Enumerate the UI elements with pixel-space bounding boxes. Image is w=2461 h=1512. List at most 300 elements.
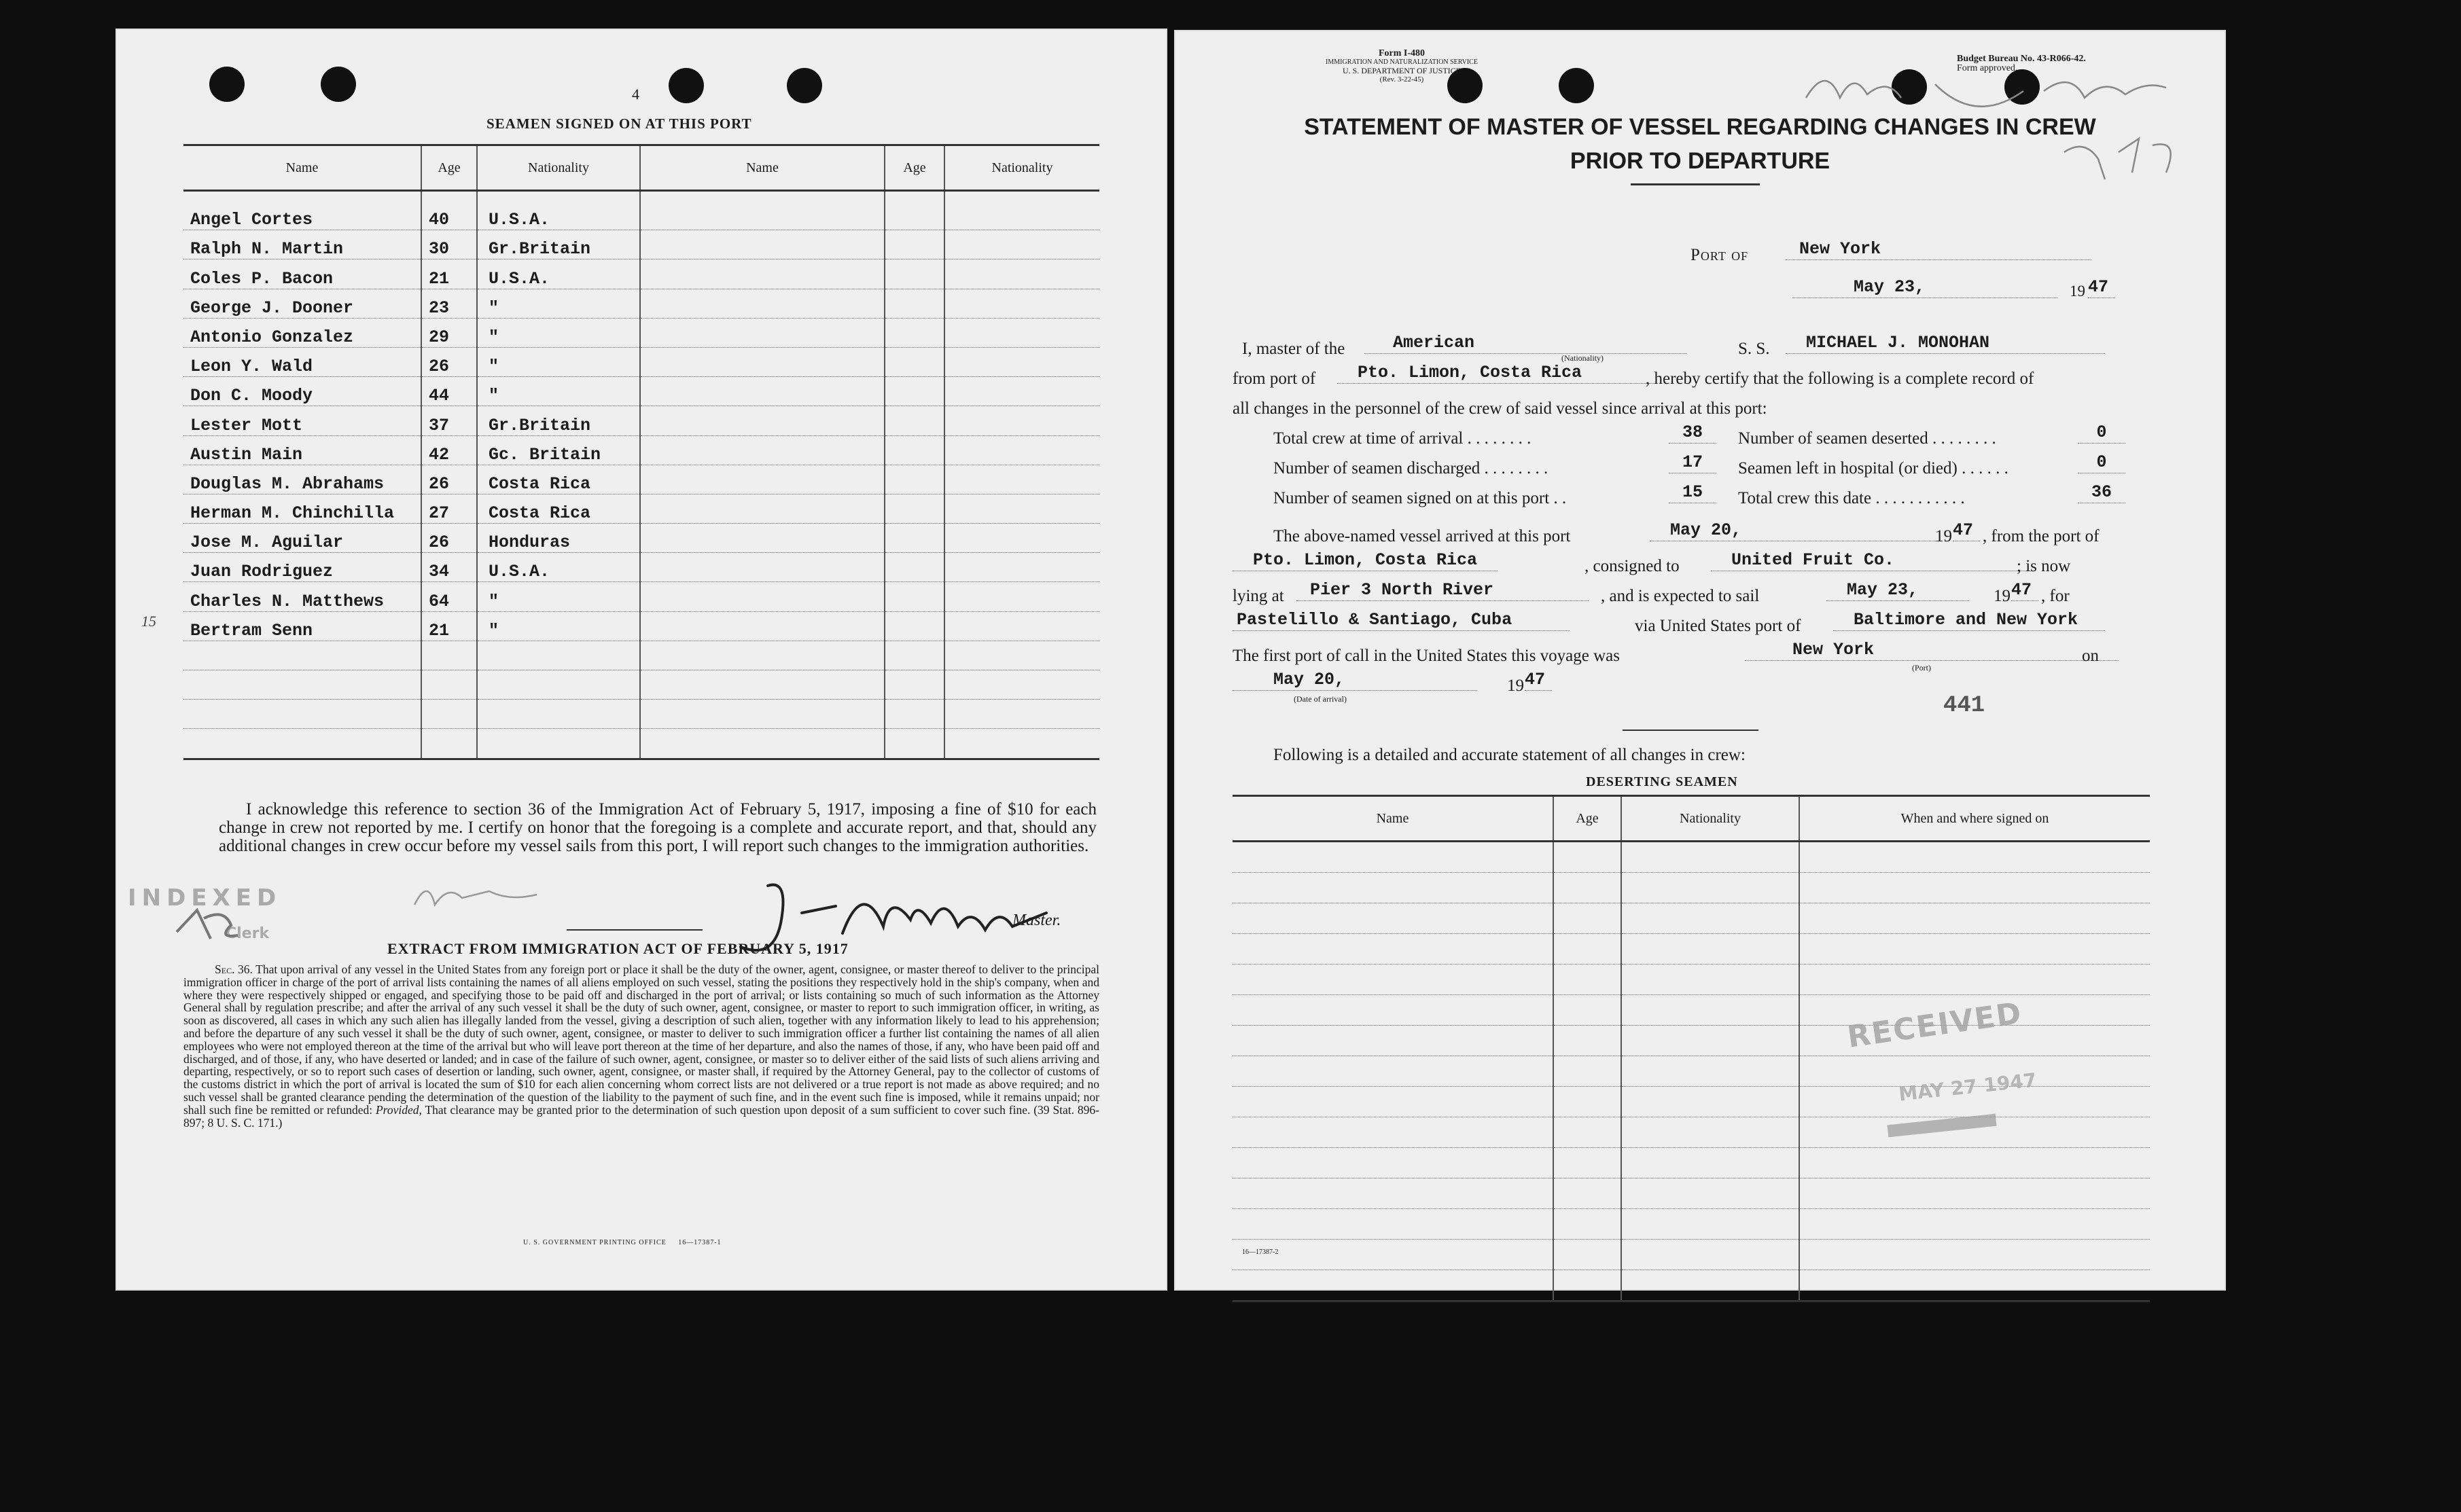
empty-cell <box>1621 1056 1799 1087</box>
from-port-field: Pto. Limon, Costa Rica <box>1337 363 1657 384</box>
empty-cell <box>1799 1270 2150 1301</box>
empty-cell <box>885 318 944 347</box>
via-label: via United States port of <box>1635 617 1801 635</box>
empty-cell <box>885 289 944 318</box>
destination-field: Pastelillo & Santiago, Cuba <box>1233 610 1570 631</box>
clerk-label: Clerk <box>226 925 270 942</box>
empty-cell <box>640 611 885 641</box>
seaman-name: Antonio Gonzalez <box>183 318 421 347</box>
table-row <box>1233 934 2150 965</box>
for-label: , for <box>2041 587 2070 605</box>
table-row <box>183 289 1099 318</box>
empty-cell <box>1553 1178 1621 1209</box>
first-date-field: May 20, <box>1233 670 1477 691</box>
table-row <box>183 201 1099 230</box>
signed-on-label: Number of seamen signed on at this port . . <box>1273 489 1567 507</box>
empty-cell <box>1621 842 1799 873</box>
table-row <box>183 582 1099 611</box>
empty-cell <box>183 700 421 729</box>
right-page <box>1174 30 2226 1291</box>
empty-cell <box>1233 1209 1553 1240</box>
seaman-nationality: " <box>477 582 640 611</box>
seaman-age: 21 <box>421 611 477 641</box>
date-field: May 23, <box>1792 277 2057 298</box>
table-row <box>183 729 1099 759</box>
title-line-1: STATEMENT OF MASTER OF VESSEL REGARDING CHANGES IN CREW <box>1304 114 2096 140</box>
empty-cell <box>944 494 1099 523</box>
empty-cell <box>1799 1209 2150 1240</box>
empty-cell <box>640 582 885 611</box>
seaman-name: Herman M. Chinchilla <box>183 494 421 523</box>
seaman-name: Angel Cortes <box>183 201 421 230</box>
seaman-name: Jose M. Aguilar <box>183 524 421 553</box>
crew-table-body <box>183 191 1099 759</box>
column-header: Age <box>1553 796 1621 842</box>
empty-cell <box>1553 1209 1621 1240</box>
empty-cell <box>885 641 944 670</box>
seaman-name: Douglas M. Abrahams <box>183 465 421 494</box>
first-port-label: The first port of call in the United States this voyage was <box>1233 647 1621 665</box>
table-row <box>183 670 1099 700</box>
section-rule <box>1623 730 1758 731</box>
seaman-age: 23 <box>421 289 477 318</box>
on-label: on <box>2082 647 2099 665</box>
empty-cell <box>1233 995 1553 1026</box>
seaman-name: Don C. Moody <box>183 377 421 406</box>
table-row <box>183 347 1099 376</box>
empty-cell <box>640 230 885 259</box>
empty-cell <box>885 259 944 289</box>
spacer-row <box>183 191 1099 202</box>
seaman-age: 37 <box>421 406 477 435</box>
received-stamp: RECEIVED <box>1845 996 2025 1055</box>
seaman-age: 26 <box>421 347 477 376</box>
table-row <box>183 259 1099 289</box>
empty-cell <box>885 700 944 729</box>
empty-cell <box>944 729 1099 759</box>
empty-cell <box>1233 1117 1553 1148</box>
empty-cell <box>944 318 1099 347</box>
discharged-value: 17 <box>1669 452 1716 473</box>
empty-cell <box>944 465 1099 494</box>
table-row <box>183 524 1099 553</box>
empty-cell <box>944 582 1099 611</box>
table-row <box>1233 1240 2150 1270</box>
indexed-stamp: INDEXED <box>128 884 282 912</box>
seaman-age: 40 <box>421 201 477 230</box>
empty-cell <box>1621 1270 1799 1301</box>
seaman-name: Austin Main <box>183 435 421 465</box>
revision-date: (Rev. 3-22-45) <box>1379 75 1424 84</box>
empty-cell <box>640 700 885 729</box>
row-marker: 15 <box>141 613 156 630</box>
punch-hole <box>209 67 245 102</box>
empty-cell <box>477 641 640 670</box>
column-header: Age <box>885 145 944 191</box>
seaman-age: 34 <box>421 553 477 582</box>
empty-cell <box>1233 1026 1553 1056</box>
table-row <box>1233 1117 2150 1148</box>
table-row <box>1233 1209 2150 1240</box>
empty-cell <box>1233 842 1553 873</box>
empty-cell <box>1621 1148 1799 1178</box>
seaman-age: 27 <box>421 494 477 523</box>
empty-cell <box>1233 1087 1553 1117</box>
empty-cell <box>1621 995 1799 1026</box>
seaman-age: 26 <box>421 465 477 494</box>
seaman-age: 26 <box>421 524 477 553</box>
empty-cell <box>1799 965 2150 995</box>
empty-cell <box>944 377 1099 406</box>
empty-cell <box>885 729 944 759</box>
empty-cell <box>640 347 885 376</box>
empty-cell <box>640 729 885 759</box>
empty-cell <box>1553 842 1621 873</box>
vessel-name-field: MICHAEL J. MONOHAN <box>1786 333 2105 354</box>
form-title <box>1174 110 2226 178</box>
seaman-nationality: Gc. Britain <box>477 435 640 465</box>
empty-cell <box>1233 1270 1553 1301</box>
seaman-age: 21 <box>421 259 477 289</box>
empty-cell <box>1621 1087 1799 1117</box>
empty-cell <box>885 347 944 376</box>
empty-cell <box>944 700 1099 729</box>
seaman-nationality: U.S.A. <box>477 201 640 230</box>
seaman-nationality: " <box>477 318 640 347</box>
empty-cell <box>1621 1117 1799 1148</box>
empty-cell <box>944 289 1099 318</box>
empty-cell <box>1799 934 2150 965</box>
punch-hole <box>1559 68 1594 103</box>
empty-cell <box>1553 1270 1621 1301</box>
table-row <box>183 465 1099 494</box>
empty-cell <box>1553 873 1621 903</box>
empty-cell <box>885 435 944 465</box>
first-year-prefix: 19 <box>1507 677 1524 695</box>
empty-cell <box>1233 903 1553 934</box>
empty-cell <box>1621 965 1799 995</box>
empty-cell <box>183 670 421 700</box>
empty-cell <box>885 553 944 582</box>
left-page <box>116 29 1167 1291</box>
empty-cell <box>944 553 1099 582</box>
empty-cell <box>885 377 944 406</box>
empty-cell <box>640 524 885 553</box>
sail-date-field: May 23, <box>1826 580 1969 601</box>
empty-cell <box>1553 965 1621 995</box>
empty-cell <box>640 201 885 230</box>
empty-cell <box>885 611 944 641</box>
deserting-heading: DESERTING SEAMEN <box>1586 774 1738 789</box>
empty-cell <box>944 641 1099 670</box>
table-row <box>1233 1270 2150 1301</box>
punch-hole <box>669 68 704 103</box>
seaman-name: Juan Rodriguez <box>183 553 421 582</box>
empty-cell <box>1621 934 1799 965</box>
signature-line <box>567 929 703 931</box>
nationality-field: American <box>1364 333 1686 354</box>
page-number: 4 <box>632 86 639 103</box>
empty-cell <box>477 700 640 729</box>
printer-note: 16—17387-2 <box>1242 1248 1279 1256</box>
table-row <box>1233 842 2150 873</box>
empty-cell <box>1621 873 1799 903</box>
seaman-nationality: " <box>477 289 640 318</box>
is-now-label: ; is now <box>2017 557 2071 575</box>
lying-at-label: lying at <box>1233 587 1284 605</box>
expected-label: , and is expected to sail <box>1601 587 1760 605</box>
empty-cell <box>885 670 944 700</box>
table-row <box>183 641 1099 670</box>
seaman-name: Charles N. Matthews <box>183 582 421 611</box>
empty-cell <box>885 230 944 259</box>
certify-text: , hereby certify that the following is a complete record of <box>1646 370 2034 388</box>
empty-cell <box>1553 934 1621 965</box>
table-row <box>183 318 1099 347</box>
empty-cell <box>421 700 477 729</box>
empty-cell <box>1553 1148 1621 1178</box>
empty-cell <box>885 494 944 523</box>
table-row <box>183 406 1099 435</box>
seaman-name: Bertram Senn <box>183 611 421 641</box>
empty-cell <box>640 553 885 582</box>
seaman-nationality: " <box>477 611 640 641</box>
extract-body: That upon arrival of any vessel in the United States from any foreign port or place it shall be the duty of the owner, agent, consignee, or master thereof to deliver to the principal immigration officer in charge of the port of arrival lists containing the names of all aliens employed on such vessel, stating the positions they respectively hold in the ship's company, when and where they were respectively shipped or engaged, and specifying those to be paid off and discharged in the port of arrival; or lists containing so much of such information as the Attorney General shall by regulation prescribe; and after the arrival of any such vessel it shall be the duty of such owner, agent, consignee, or master to report to such immigration officer, in writing, as soon as discovered, all cases in which any such alien has illegally landed from the vessel, giving a description of such alien, together with any information likely to lead to his apprehension; and before the departure of any such vessel it shall be the duty of such owner, agent, consignee, or master to deliver to such immigration officer a further list containing the names of all alien employees who were not employed thereon at the time of the arrival but who will leave port thereon at the time of her departure, and also the names of those, if any, who have been paid off and discharged, and of those, if any, who have deserted or landed; and in case of the failure of such owner, agent, consignee, or master so to deliver either of the said lists of such aliens arriving and departing, respectively, or so to report such cases of desertion or landing, such owner, agent, consignee, or master shall, if required by the Attorney General, pay to the collector of customs of the customs district in which the port of arrival is located the sum of $10 for each alien concerning whom correct lists are not delivered or a true report is not made as above required; and no such vessel shall be granted clearance pending the determination of the question of the liability to the payment of such fine, and in the event such fine is imposed, while it remains unpaid; nor shall such fine be remitted or refunded: <box>183 962 1099 1117</box>
empty-cell <box>885 201 944 230</box>
table-row <box>183 553 1099 582</box>
empty-cell <box>1621 1209 1799 1240</box>
seaman-nationality: Honduras <box>477 524 640 553</box>
seaman-nationality: Costa Rica <box>477 465 640 494</box>
date-caption: (Date of arrival) <box>1294 694 1347 704</box>
empty-cell <box>944 259 1099 289</box>
table-row <box>183 377 1099 406</box>
table-row <box>1233 873 2150 903</box>
empty-cell <box>944 201 1099 230</box>
origin-port-field: Pto. Limon, Costa Rica <box>1233 550 1498 571</box>
empty-cell <box>640 641 885 670</box>
discharged-label: Number of seamen discharged . . . . . . . . <box>1273 459 1548 478</box>
deserting-seamen-table <box>1233 795 2150 1302</box>
department-name: U. S. DEPARTMENT OF JUSTICE <box>1343 66 1461 75</box>
table-row <box>183 435 1099 465</box>
seaman-age: 42 <box>421 435 477 465</box>
empty-cell <box>1799 903 2150 934</box>
seaman-nationality: U.S.A. <box>477 553 640 582</box>
sail-year-field: 47 <box>2011 580 2038 601</box>
empty-cell <box>1553 1087 1621 1117</box>
empty-cell <box>183 729 421 759</box>
handwritten-initials <box>408 871 544 925</box>
received-date-stamp: MAY 27 1947 <box>1897 1068 2038 1106</box>
punch-hole <box>787 68 822 103</box>
empty-cell <box>421 641 477 670</box>
empty-cell <box>944 435 1099 465</box>
title-line-2: PRIOR TO DEPARTURE <box>1570 148 1830 174</box>
port-field: New York <box>1786 239 2091 260</box>
table-row <box>183 611 1099 641</box>
signed-on-heading: SEAMEN SIGNED ON AT THIS PORT <box>486 115 752 132</box>
certify-line-2: all changes in the personnel of the crew of said vessel since arrival at this port: <box>1233 399 1767 418</box>
printer-note: U. S. GOVERNMENT PRINTING OFFICE 16—17387-1 <box>523 1239 722 1246</box>
empty-cell <box>1799 873 2150 903</box>
empty-cell <box>1233 1148 1553 1178</box>
empty-cell <box>1621 1026 1799 1056</box>
empty-cell <box>1553 1240 1621 1270</box>
empty-cell <box>944 611 1099 641</box>
total-arrival-label: Total crew at time of arrival . . . . . . . . <box>1273 429 1532 448</box>
empty-cell <box>640 465 885 494</box>
empty-cell <box>1553 1056 1621 1087</box>
empty-cell <box>640 670 885 700</box>
consignee-field: United Fruit Co. <box>1711 550 2030 571</box>
empty-cell <box>885 524 944 553</box>
empty-cell <box>183 641 421 670</box>
seaman-nationality: Gr.Britain <box>477 406 640 435</box>
column-header: Name <box>640 145 885 191</box>
empty-cell <box>1233 1240 1553 1270</box>
empty-cell <box>944 524 1099 553</box>
total-arrival-value: 38 <box>1669 422 1716 444</box>
seaman-nationality: " <box>477 347 640 376</box>
empty-cell <box>1553 995 1621 1026</box>
empty-cell <box>885 582 944 611</box>
master-label: Master. <box>1012 912 1061 929</box>
arrived-label: The above-named vessel arrived at this port <box>1273 527 1571 545</box>
table-row <box>183 494 1099 523</box>
seaman-nationality: " <box>477 377 640 406</box>
empty-cell <box>1233 1056 1553 1087</box>
column-header: Name <box>183 145 421 191</box>
arrived-date-field: May 20, <box>1650 520 1942 541</box>
hospital-label: Seamen left in hospital (or died) . . . . . . <box>1738 459 2008 478</box>
seaman-name: Lester Mott <box>183 406 421 435</box>
empty-cell <box>1233 965 1553 995</box>
empty-cell <box>1621 1240 1799 1270</box>
extract-text <box>183 963 1099 1129</box>
extract-provided: Provided, <box>375 1102 422 1117</box>
column-header: Nationality <box>477 145 640 191</box>
master-of-label: I, master of the <box>1242 340 1345 358</box>
seaman-nationality: U.S.A. <box>477 259 640 289</box>
column-header: Nationality <box>1621 796 1799 842</box>
empty-cell <box>1553 1026 1621 1056</box>
hospital-value: 0 <box>2078 452 2125 473</box>
empty-cell <box>1799 1178 2150 1209</box>
agency-name: IMMIGRATION AND NATURALIZATION SERVICE <box>1326 58 1478 66</box>
table-row <box>1233 965 2150 995</box>
title-rule <box>1631 183 1760 185</box>
seaman-nationality: Gr.Britain <box>477 230 640 259</box>
total-date-value: 36 <box>2078 482 2125 503</box>
crew-signed-on-table <box>183 144 1099 760</box>
budget-number: Budget Bureau No. 43-R066-42. <box>1957 54 2086 64</box>
sail-year-prefix: 19 <box>1994 587 2011 605</box>
year-field: 47 <box>2088 277 2115 298</box>
empty-cell <box>1799 1240 2150 1270</box>
total-date-label: Total crew this date . . . . . . . . . . . <box>1738 489 1965 507</box>
empty-cell <box>1553 903 1621 934</box>
empty-cell <box>885 406 944 435</box>
empty-cell <box>477 670 640 700</box>
seaman-name: George J. Dooner <box>183 289 421 318</box>
empty-cell <box>640 259 885 289</box>
empty-cell <box>640 494 885 523</box>
section-label: Sec. 36. <box>215 962 253 976</box>
table-row <box>183 230 1099 259</box>
table-row <box>1233 1148 2150 1178</box>
empty-cell <box>944 670 1099 700</box>
deserted-label: Number of seamen deserted . . . . . . . . <box>1738 429 1996 448</box>
deserted-value: 0 <box>2078 422 2125 444</box>
table-row <box>1233 903 2150 934</box>
first-port-field: New York <box>1745 640 2119 661</box>
signed-on-value: 15 <box>1669 482 1716 503</box>
seaman-name: Leon Y. Wald <box>183 347 421 376</box>
empty-cell <box>1621 903 1799 934</box>
empty-cell <box>1553 1117 1621 1148</box>
form-approved: Form approved. <box>1957 63 2018 73</box>
seaman-age: 30 <box>421 230 477 259</box>
empty-cell <box>1233 934 1553 965</box>
empty-cell <box>477 729 640 759</box>
initials-mark <box>170 905 251 946</box>
arrived-year-prefix: 19 <box>1935 527 1952 545</box>
nationality-caption: (Nationality) <box>1561 353 1604 363</box>
form-number: Form I-480 <box>1378 48 1426 58</box>
empty-cell <box>885 465 944 494</box>
from-the-port-label: , from the port of <box>1983 527 2100 545</box>
form-header <box>1317 49 1487 84</box>
seaman-age: 64 <box>421 582 477 611</box>
following-text: Following is a detailed and accurate statement of all changes in crew: <box>1273 746 1746 764</box>
extract-heading: EXTRACT FROM IMMIGRATION ACT OF FEBRUARY 5, 1917 <box>387 940 849 957</box>
column-header: When and where signed on <box>1799 796 2150 842</box>
empty-cell <box>640 377 885 406</box>
seaman-age: 29 <box>421 318 477 347</box>
punch-hole <box>321 67 356 102</box>
empty-cell <box>1621 1178 1799 1209</box>
table-row <box>183 700 1099 729</box>
column-header: Nationality <box>944 145 1099 191</box>
seaman-nationality: Costa Rica <box>477 494 640 523</box>
port-label: Port of <box>1690 246 1749 264</box>
first-year-field: 47 <box>1525 670 1552 691</box>
column-header: Age <box>421 145 477 191</box>
empty-cell <box>1233 1178 1553 1209</box>
port-caption: (Port) <box>1912 663 1931 672</box>
table-row <box>1233 1178 2150 1209</box>
empty-cell <box>1799 1148 2150 1178</box>
arrived-year-field: 47 <box>1953 520 1980 541</box>
via-ports-field: Baltimore and New York <box>1833 610 2105 631</box>
empty-cell <box>944 230 1099 259</box>
file-number: 441 <box>1943 693 1985 719</box>
empty-cell <box>1233 873 1553 903</box>
empty-cell <box>640 318 885 347</box>
empty-cell <box>640 406 885 435</box>
empty-cell <box>1799 842 2150 873</box>
empty-cell <box>421 729 477 759</box>
empty-cell <box>640 435 885 465</box>
consigned-label: , consigned to <box>1584 557 1680 575</box>
seaman-name: Ralph N. Martin <box>183 230 421 259</box>
seaman-age: 44 <box>421 377 477 406</box>
berth-field: Pier 3 North River <box>1296 580 1589 601</box>
empty-cell <box>640 289 885 318</box>
acknowledgment-text: I acknowledge this reference to section 36 of the Immigration Act of February 5, 1917, imposing a fine of $10 for each change in crew not reported by me. I certify on honor that the foregoing is a complete and accurate report, and that, should any additional changes in crew occur before my vessel sails from this port, I will report such changes to the immigration authorities. <box>219 800 1097 855</box>
ss-label: S. S. <box>1738 340 1770 358</box>
